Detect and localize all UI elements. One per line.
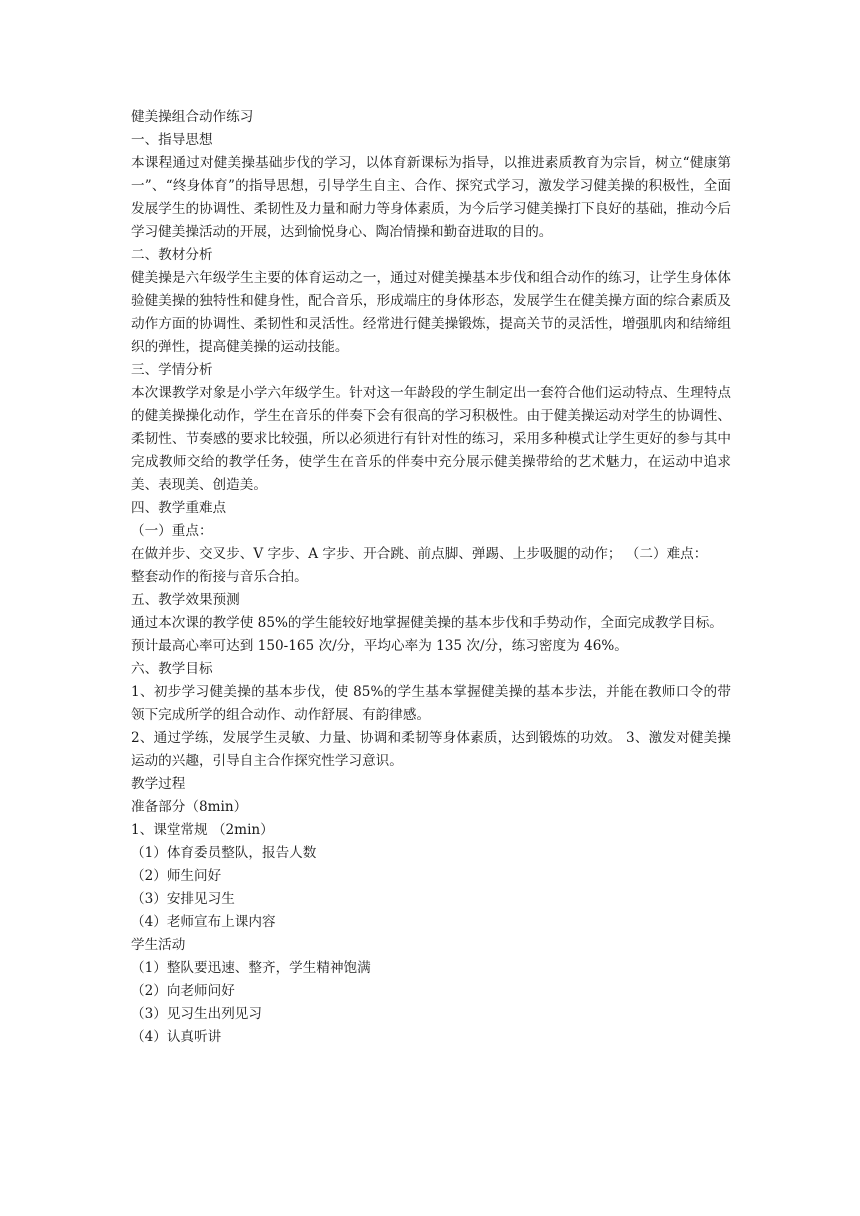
list-item: （2）师生问好 bbox=[131, 868, 222, 884]
section-heading-teaching-goals: 六、教学目标 bbox=[131, 661, 213, 677]
paragraph-goal-1: 1、初步学习健美操的基本步伐，使 85%的学生基本掌握健美操的基本步法，并能在教师口令的带领下完成所学的组合动作、动作舒展、有韵律感。 bbox=[131, 684, 731, 723]
list-item: （3）见习生出列见习 bbox=[131, 1006, 262, 1022]
list-item: （1）体育委员整队，报告人数 bbox=[131, 845, 317, 861]
list-item: （1）整队要迅速、整齐，学生精神饱满 bbox=[131, 960, 371, 976]
paragraph-heart-rate: 预计最高心率可达到 150-165 次/分，平均心率为 135 次/分，练习密度为 46%。 bbox=[131, 638, 628, 654]
section-heading-class-routine: 1、课堂常规 （2min） bbox=[131, 822, 274, 838]
list-item: （4）认真听讲 bbox=[131, 1029, 222, 1045]
paragraph-material-analysis: 健美操是六年级学生主要的体育运动之一，通过对健美操基本步伐和组合动作的练习，让学生身体体验健美操的独特性和健身性，配合音乐，形成端庄的身体形态，发展学生在健美操方面的综合素质及动作方面的协调性、柔韧性和灵活性。经常进行健美操锻炼，提高关节的灵活性，增强肌肉和结缔组织的弹性，提高健美操的运动技能。 bbox=[131, 270, 731, 355]
document-title: 健美操组合动作练习 bbox=[131, 109, 254, 125]
section-heading-learner-analysis: 三、学情分析 bbox=[131, 362, 213, 378]
section-heading-student-activity: 学生活动 bbox=[131, 937, 186, 953]
section-heading-preparation: 准备部分（8min） bbox=[131, 799, 248, 815]
paragraph-guiding-idea: 本课程通过对健美操基础步伐的学习，以体育新课标为指导，以推进素质教育为宗旨，树立“健康第一”、“终身体育”的指导思想，引导学生自主、合作、探究式学习，激发学习健美操的积极性，全面发展学生的协调性、柔韧性及力量和耐力等身体素质，为今后学习健美操打下良好的基础，推动今后学习健美操活动的开展，达到愉悦身心、陶冶情操和勤奋进取的目的。 bbox=[131, 155, 731, 240]
section-heading-effect-prediction: 五、教学效果预测 bbox=[131, 592, 240, 608]
document-page bbox=[131, 106, 731, 1049]
paragraph-key-points: 在做并步、交叉步、V 字步、A 字步、开合跳、前点脚、弹踢、上步吸腿的动作； （二）难点： bbox=[131, 546, 708, 562]
paragraph-learner-analysis: 本次课教学对象是小学六年级学生。针对这一年龄段的学生制定出一套符合他们运动特点、生理特点的健美操操化动作，学生在音乐的伴奏下会有很高的学习积极性。由于健美操运动对学生的协调性、柔韧性、节奏感的要求比较强，所以必须进行有针对性的练习，采用多种模式让学生更好的参与其中完成教师交给的教学任务，使学生在音乐的伴奏中充分展示健美操带给的艺术魅力，在运动中追求美、表现美、创造美。 bbox=[131, 385, 731, 493]
paragraph-goal-2-3: 2、通过学练，发展学生灵敏、力量、协调和柔韧等身体素质，达到锻炼的功效。 3、激发对健美操运动的兴趣，引导自主合作探究性学习意识。 bbox=[131, 730, 731, 769]
key-point-label: （一）重点： bbox=[131, 523, 213, 539]
section-heading-material-analysis: 二、教材分析 bbox=[131, 247, 213, 263]
section-heading-teaching-process: 教学过程 bbox=[131, 776, 186, 792]
section-heading-guiding-idea: 一、指导思想 bbox=[131, 132, 213, 148]
section-heading-key-points: 四、教学重难点 bbox=[131, 500, 227, 516]
list-item: （4）老师宣布上课内容 bbox=[131, 914, 276, 930]
list-item: （3）安排见习生 bbox=[131, 891, 235, 907]
paragraph-effect-prediction: 通过本次课的教学使 85%的学生能较好地掌握健美操的基本步伐和手势动作，全面完成教学目标。 bbox=[131, 615, 723, 631]
paragraph-difficulty: 整套动作的衔接与音乐合拍。 bbox=[131, 569, 308, 585]
list-item: （2）向老师问好 bbox=[131, 983, 235, 999]
